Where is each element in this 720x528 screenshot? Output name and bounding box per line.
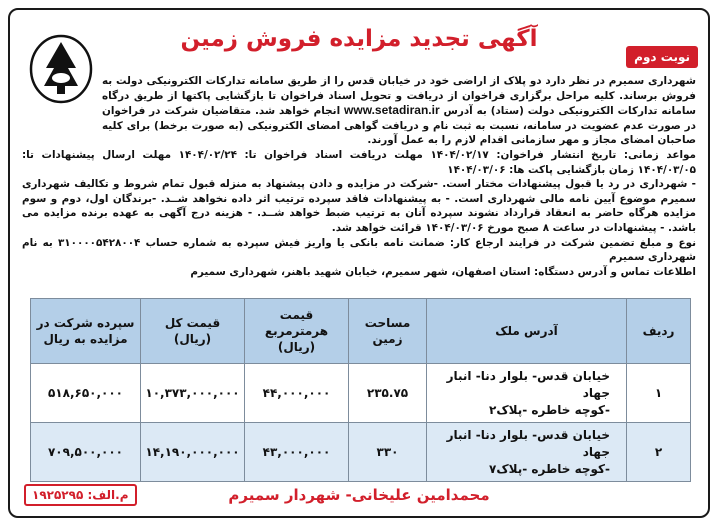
paragraph-conditions: - شهرداری در رد یا قبول پیشنهادات مختار است. -شرکت در مزایده و دادن پیشنهاد به منزله قبول تمام شروط و تکالیف شهرداری سمیرم موضوع آیین نامه مالی شهرداری است. - به پیشنهادات فاقد سپرده ترتیب اثر داده نخواهد شــد. -برندگان اول، دوم و سوم مزایده هرگاه حاضر به انعقاد قرارداد نشوند سپرده آنان به ترتیب ضبط خواهد شــد. - هزینه درج آگهی به عهده برنده مزایده می باشد. - پیشنهادات در ساعت ۸ صبح مورخ ۱۴۰۴/۰۳/۰۶ قرائت خواهد شد.: [22, 178, 696, 234]
website-link: www.setadiran.ir: [344, 103, 440, 118]
row-total-price: ۱۰,۳۷۳,۰۰۰,۰۰۰: [141, 364, 245, 423]
table-header-row: [31, 299, 691, 364]
paragraph-intro: [22, 74, 696, 148]
header-address: آدرس ملک: [427, 299, 627, 364]
notice-body: [22, 74, 696, 279]
table-row: [31, 423, 691, 482]
row-address: [427, 423, 627, 482]
notice-code: م.الف: ۱۹۲۵۲۹۵: [24, 484, 137, 506]
row-price-per-m2: ۴۴,۰۰۰,۰۰۰: [245, 364, 349, 423]
notice-title: آگهی تجدید مزایده فروش زمین: [180, 26, 538, 52]
header-deposit: سپرده شرکت در مزایده به ریال: [31, 299, 141, 364]
header-price-per-m2: قیمت هرمترمربع (ریال): [245, 299, 349, 364]
address-line: خیابان قدس- بلوار دنا- انبار جهاد: [446, 427, 610, 459]
paragraph-intro-end: انجام خواهد شد. متقاضیان شرکت در فراخوان در صورت عدم عضویت در سامانه، نسبت به ثبت نام و دریافت گواهی امضای الکترونیکی (به صورت برخط) برای کلیه صاحبان امضای مجاز و مهر سازمانی اقدام لازم را به عمل آورند.: [102, 105, 696, 147]
row-number: ۱: [627, 364, 691, 423]
row-area: ۲۳۵.۷۵: [349, 364, 427, 423]
properties-table: [30, 298, 691, 482]
round-badge: نوبت دوم: [626, 46, 698, 68]
row-price-per-m2: ۴۳,۰۰۰,۰۰۰: [245, 423, 349, 482]
paragraph-contact: اطلاعات تماس و آدرس دستگاه: استان اصفهان، شهر سمیرم، خیابان شهید باهنر، شهرداری سمیرم: [190, 265, 696, 278]
header-row-number: ردیف: [627, 299, 691, 364]
address-line: -کوچه خاطره -پلاک۲: [489, 402, 610, 417]
row-deposit: ۷۰۹,۵۰۰,۰۰۰: [31, 423, 141, 482]
paragraph-dates: مواعد زمانی: تاریخ انتشار فراخوان: ۱۴۰۴/۰۲/۱۷ مهلت دریافت اسناد فراخوان تا: ۱۴۰۴/۰۲/۲۴ مهلت ارسال پیشنهادات تا: ۱۴۰۴/۰۳/۰۵ زمان بازگشایی پاکت ها: ۱۴۰۴/۰۳/۰۶: [22, 148, 696, 176]
row-address: [427, 364, 627, 423]
header-area: مساحت زمین: [349, 299, 427, 364]
paragraph-intro-text: شهرداری سمیرم در نظر دارد دو پلاک از اراضی خود در خیابان قدس را از طریق سامانه تدارکات الکترونیکی دولت به فروش برساند. کلیه مراحل برگزاری فراخوان از دریافت و تحویل اسناد فراخوان تا بازگشایی پاکتها از طریق درگاه سامانه تدارکات الکترونیکی دولت (ستاد) به آدرس: [102, 75, 696, 118]
notice-frame: [8, 8, 710, 518]
mayor-signature: محمدامین علیخانی- شهردار سمیرم: [228, 486, 490, 504]
row-total-price: ۱۴,۱۹۰,۰۰۰,۰۰۰: [141, 423, 245, 482]
address-line: خیابان قدس- بلوار دنا- انبار جهاد: [446, 368, 610, 400]
row-deposit: ۵۱۸,۶۵۰,۰۰۰: [31, 364, 141, 423]
address-line: -کوچه خاطره -پلاک۷: [489, 461, 610, 476]
header-total-price: قیمت کل (ریال): [141, 299, 245, 364]
row-area: ۳۳۰: [349, 423, 427, 482]
row-number: ۲: [627, 423, 691, 482]
paragraph-guarantee: نوع و مبلغ تضمین شرکت در فرایند ارجاع کار: ضمانت نامه بانکی یا واریز فیش سپرده به شماره حساب ۳۱۰۰۰۰۵۴۲۸۰۰۴ به نام شهرداری سمیرم: [22, 236, 697, 264]
table-row: [31, 364, 691, 423]
